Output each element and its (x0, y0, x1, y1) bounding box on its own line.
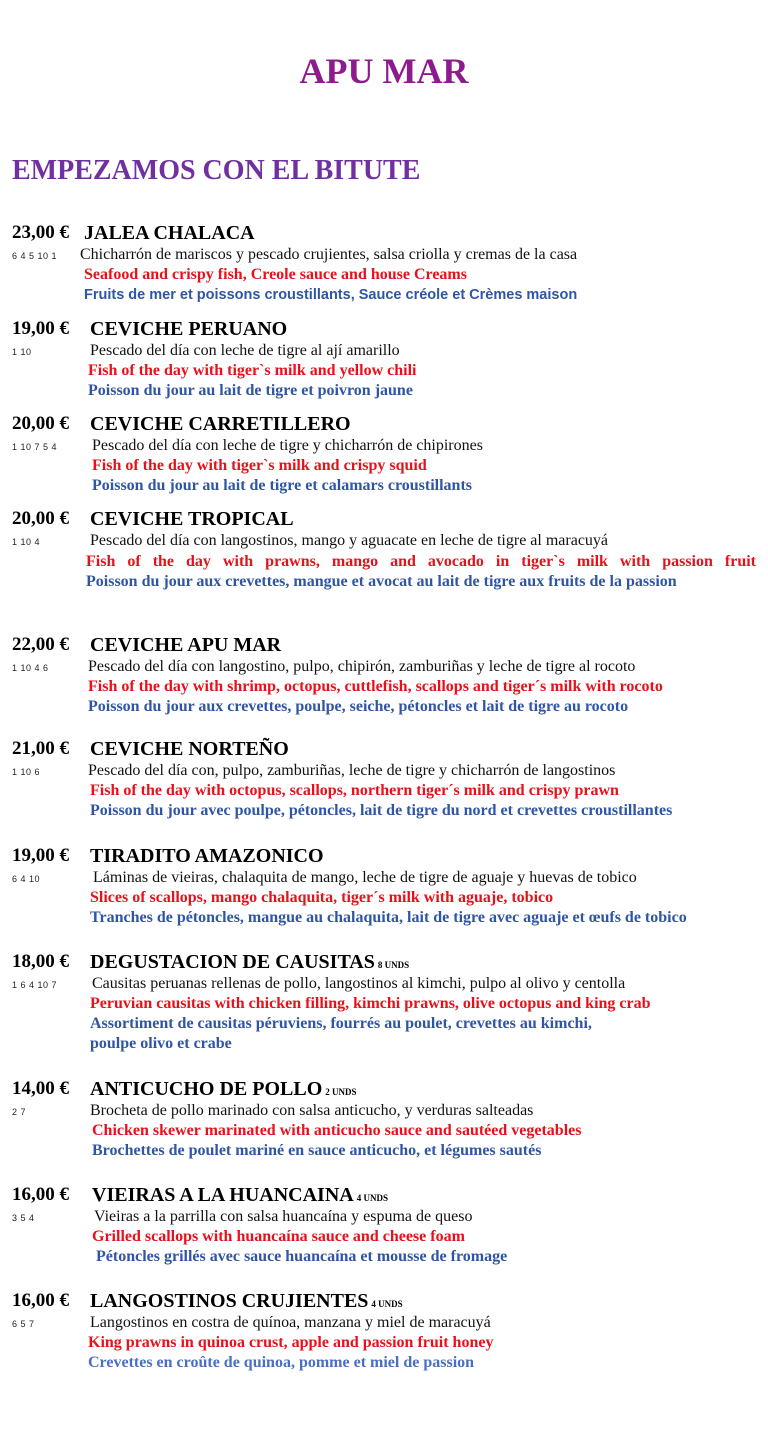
item-name-text: DEGUSTACION DE CAUSITAS (90, 951, 375, 973)
description-french: Poisson du jour aux crevettes, mangue et avocat au lait de tigre aux fruits de la passion (86, 573, 677, 590)
item-price: 19,00 € (12, 845, 69, 866)
item-price: 20,00 € (12, 413, 69, 434)
description-english: Seafood and crispy fish, Creole sauce and house Creams (84, 266, 467, 283)
allergen-codes: 3 5 4 (12, 1213, 35, 1223)
menu-item (0, 1290, 768, 1374)
menu-item (0, 222, 768, 306)
allergen-codes: 1 10 7 5 4 (12, 442, 58, 452)
menu-item (0, 318, 768, 402)
item-name-text: LANGOSTINOS CRUJIENTES (90, 1290, 369, 1312)
item-units: 4 UNDS (356, 1193, 388, 1203)
description-spanish: Vieiras a la parrilla con salsa huancaína y espuma de queso (94, 1208, 473, 1225)
menu-item (0, 508, 768, 632)
allergen-codes: 1 10 4 6 (12, 663, 49, 673)
section-title: EMPEZAMOS CON EL BITUTE (12, 155, 421, 186)
description-english: Fish of the day with prawns, mango and avocado in tiger`s milk with passion fruit (86, 553, 756, 570)
description-spanish: Pescado del día con langostinos, mango y aguacate en leche de tigre al maracuyá (90, 532, 609, 549)
description-english: Peruvian causitas with chicken filling, kimchi prawns, olive octopus and king crab (90, 995, 651, 1012)
description-english: Chicken skewer marinated with anticucho sauce and sautéed vegetables (92, 1122, 582, 1139)
item-price: 16,00 € (12, 1290, 69, 1311)
item-name: CEVICHE CARRETILLERO (90, 413, 351, 435)
allergen-codes: 1 10 6 (12, 767, 41, 777)
description-french: Pétoncles grillés avec sauce huancaína et mousse de fromage (96, 1248, 508, 1265)
description-english: Fish of the day with shrimp, octopus, cuttlefish, scallops and tiger´s milk with rocoto (88, 678, 663, 695)
description-spanish: Langostinos en costra de quínoa, manzana y miel de maracuyá (90, 1314, 491, 1331)
allergen-codes: 1 10 4 (12, 537, 41, 547)
item-name (90, 951, 409, 974)
item-price: 16,00 € (12, 1184, 69, 1205)
description-spanish: Pescado del día con leche de tigre al ají amarillo (90, 342, 400, 359)
item-name (92, 1184, 388, 1207)
allergen-codes: 2 7 (12, 1107, 27, 1117)
description-spanish: Brocheta de pollo marinado con salsa anticucho, y verduras salteadas (90, 1102, 534, 1119)
item-price: 20,00 € (12, 508, 69, 529)
item-name: CEVICHE TROPICAL (90, 508, 294, 530)
description-english: Fish of the day with tiger`s milk and yellow chili (88, 362, 417, 379)
item-units: 2 UNDS (325, 1087, 357, 1097)
menu-item (0, 413, 768, 497)
description-english: King prawns in quinoa crust, apple and passion fruit honey (88, 1334, 494, 1351)
description-english: Grilled scallops with huancaína sauce and cheese foam (92, 1228, 465, 1245)
allergen-codes: 6 5 7 (12, 1319, 35, 1329)
item-price: 23,00 € (12, 222, 69, 243)
allergen-codes: 6 4 10 (12, 874, 41, 884)
item-price: 19,00 € (12, 318, 69, 339)
item-price: 21,00 € (12, 738, 69, 759)
menu-item (0, 1078, 768, 1162)
item-price: 18,00 € (12, 951, 69, 972)
description-spanish: Causitas peruanas rellenas de pollo, langostinos al kimchi, pulpo al olivo y centolla (92, 975, 626, 992)
item-name (90, 1078, 357, 1101)
description-spanish: Chicharrón de mariscos y pescado crujientes, salsa criolla y cremas de la casa (80, 246, 578, 263)
item-name: TIRADITO AMAZONICO (90, 845, 324, 867)
description-french: Assortiment de causitas péruviens, fourrés au poulet, crevettes au kimchi, (90, 1015, 592, 1032)
item-name-text: ANTICUCHO DE POLLO (90, 1078, 323, 1100)
description-spanish: Pescado del día con leche de tigre y chicharrón de chipirones (92, 437, 483, 454)
description-french-continued: poulpe olivo et crabe (90, 1035, 232, 1052)
allergen-codes: 1 10 (12, 347, 32, 357)
menu-item (0, 738, 768, 822)
description-english: Slices of scallops, mango chalaquita, tiger´s milk with aguaje, tobico (90, 889, 554, 906)
item-name: CEVICHE PERUANO (90, 318, 288, 340)
description-english: Fish of the day with octopus, scallops, northern tiger´s milk and crispy prawn (90, 782, 619, 799)
description-french: Poisson du jour avec poulpe, pétoncles, lait de tigre du nord et crevettes croustillantes (90, 802, 673, 819)
item-name-text: VIEIRAS A LA HUANCAINA (92, 1184, 354, 1206)
item-name: JALEA CHALACA (84, 222, 255, 244)
allergen-codes: 6 4 5 10 1 (12, 251, 58, 261)
item-units: 8 UNDS (377, 960, 410, 970)
menu-item (0, 845, 768, 929)
item-units: 4 UNDS (371, 1299, 403, 1309)
description-french: Crevettes en croûte de quinoa, pomme et miel de passion (88, 1354, 475, 1371)
item-name: CEVICHE APU MAR (90, 634, 282, 656)
description-spanish: Pescado del día con langostino, pulpo, chipirón, zamburiñas y leche de tigre al rocoto (88, 658, 636, 675)
description-french: Poisson du jour au lait de tigre et poivron jaune (88, 382, 413, 399)
description-french: Fruits de mer et poissons croustillants, Sauce créole et Crèmes maison (84, 287, 578, 303)
description-french: Brochettes de poulet mariné en sauce anticucho, et légumes sautés (92, 1142, 542, 1159)
item-name (90, 1290, 403, 1313)
item-price: 14,00 € (12, 1078, 69, 1099)
menu-title: APU MAR (299, 51, 469, 91)
description-spanish: Pescado del día con, pulpo, zamburiñas, leche de tigre y chicharrón de langostinos (88, 762, 616, 779)
description-french: Poisson du jour aux crevettes, poulpe, seiche, pétoncles et lait de tigre au rocoto (88, 698, 629, 715)
menu-item (0, 634, 768, 718)
description-french: Tranches de pétoncles, mangue au chalaquita, lait de tigre avec aguaje et œufs de tobico (90, 909, 687, 926)
description-french: Poisson du jour au lait de tigre et calamars croustillants (92, 477, 472, 494)
description-spanish: Láminas de vieiras, chalaquita de mango, leche de tigre de aguaje y huevas de tobico (93, 869, 637, 886)
description-english: Fish of the day with tiger`s milk and crispy squid (92, 457, 427, 474)
item-name: CEVICHE NORTEÑO (90, 738, 289, 760)
menu-item (0, 951, 768, 1055)
allergen-codes: 1 6 4 10 7 (12, 980, 58, 990)
menu-item (0, 1184, 768, 1268)
item-price: 22,00 € (12, 634, 69, 655)
